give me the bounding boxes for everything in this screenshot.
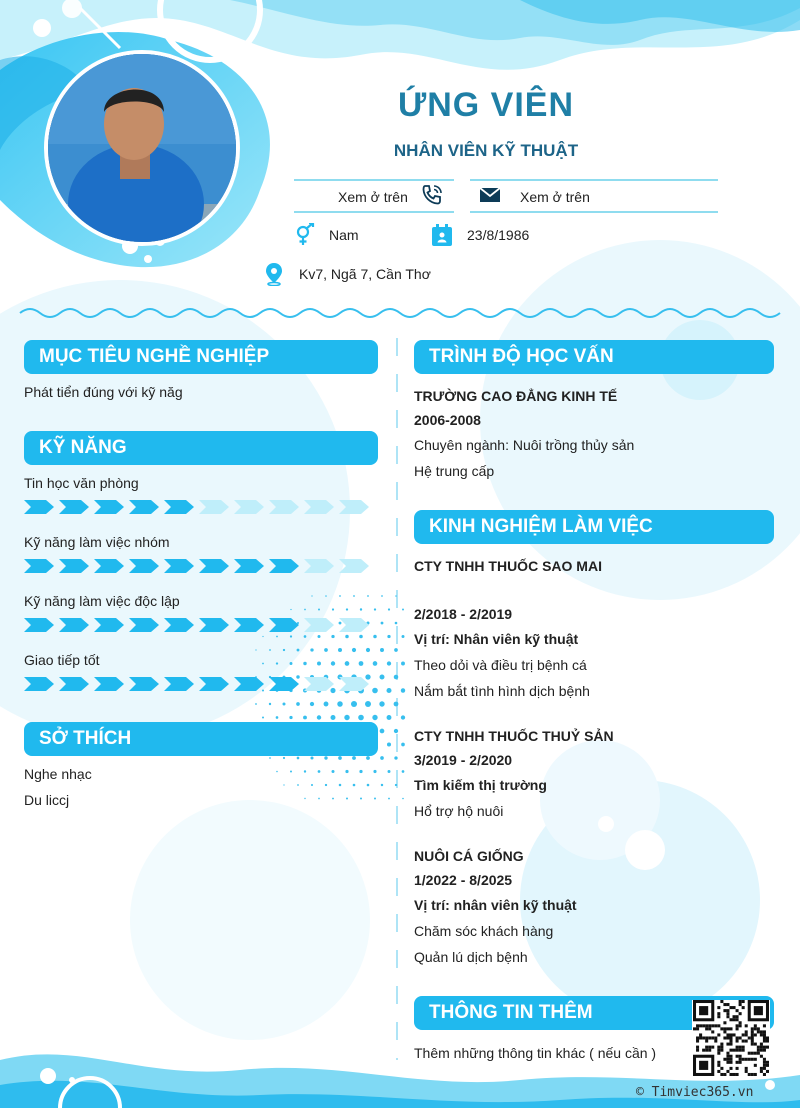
objective-text: Phát tiển đúng với kỹ năg — [24, 384, 183, 400]
skill-rating — [24, 500, 374, 514]
rating-chevron-filled — [59, 500, 89, 514]
rating-chevron-filled — [164, 559, 194, 573]
close-icon — [740, 46, 754, 60]
job-task: Theo dỏi và điều trị bệnh cá — [414, 657, 587, 673]
rating-chevron-empty — [304, 500, 334, 514]
rating-chevron-filled — [234, 677, 264, 691]
rating-chevron-filled — [269, 677, 299, 691]
rating-chevron-filled — [94, 618, 124, 632]
skill-name: Kỹ năng làm việc nhóm — [24, 534, 170, 550]
job-period: 2/2018 - 2/2019 — [414, 606, 513, 622]
section-title: KINH NGHIỆM LÀM VIỆC — [429, 516, 653, 537]
calendar-icon — [430, 222, 454, 248]
rating-chevron-empty — [304, 559, 334, 573]
rating-chevron-filled — [59, 677, 89, 691]
rating-chevron-filled — [199, 559, 229, 573]
rating-chevron-empty — [339, 677, 369, 691]
section-title: MỤC TIÊU NGHỀ NGHIỆP — [39, 346, 270, 367]
education-level: Hệ trung cấp — [414, 463, 495, 479]
phone-value: Xem ở trên — [320, 183, 444, 211]
experience-header — [414, 510, 774, 544]
rating-chevron-empty — [304, 618, 334, 632]
job-period: 1/2022 - 8/2025 — [414, 872, 513, 888]
job-task: Hổ trợ hộ nuôi — [414, 803, 504, 819]
mail-icon — [474, 181, 506, 209]
job-role: Tìm kiếm thị trường — [414, 777, 547, 793]
rating-chevron-filled — [24, 500, 54, 514]
rating-chevron-filled — [24, 559, 54, 573]
job-task: Quản lú dịch bệnh — [414, 949, 528, 965]
hobbies-header — [24, 722, 378, 756]
rating-chevron-filled — [59, 618, 89, 632]
rating-chevron-filled — [164, 677, 194, 691]
candidate-name: ỨNG VIÊN — [397, 86, 574, 124]
education-period: 2006-2008 — [414, 412, 481, 428]
rating-chevron-filled — [129, 559, 159, 573]
hobby-item: Nghe nhạc — [24, 766, 92, 782]
section-title: KỸ NĂNG — [39, 437, 127, 458]
rating-chevron-filled — [24, 618, 54, 632]
skill-rating — [24, 618, 374, 632]
candidate-position: NHÂN VIÊN KỸ THUẬT — [393, 141, 579, 160]
email-field — [470, 179, 718, 213]
job-company: NUÔI CÁ GIỐNG — [414, 848, 524, 864]
rating-chevron-filled — [129, 500, 159, 514]
close-icon — [740, 102, 754, 116]
rating-chevron-filled — [59, 559, 89, 573]
skill-rating — [24, 559, 374, 573]
rating-chevron-filled — [129, 677, 159, 691]
location-icon — [262, 261, 286, 287]
gender-icon — [292, 222, 318, 248]
job-period: 3/2019 - 2/2020 — [414, 752, 513, 768]
section-title: THÔNG TIN THÊM — [429, 1002, 593, 1023]
section-title: TRÌNH ĐỘ HỌC VẤN — [429, 346, 614, 367]
skill-name: Kỹ năng làm việc độc lập — [24, 593, 180, 609]
rating-chevron-empty — [234, 500, 264, 514]
rating-chevron-empty — [304, 677, 334, 691]
rating-chevron-filled — [94, 559, 124, 573]
address-value: Kv7, Ngã 7, Cần Thơ — [299, 266, 431, 282]
rating-chevron-filled — [269, 618, 299, 632]
email-value: Xem ở trên — [510, 183, 718, 211]
rating-chevron-filled — [234, 559, 264, 573]
rating-chevron-filled — [199, 677, 229, 691]
avatar — [44, 50, 240, 246]
close-icon — [740, 74, 754, 88]
rating-chevron-empty — [269, 500, 299, 514]
rating-chevron-filled — [24, 677, 54, 691]
hobby-item: Du liccj — [24, 792, 70, 808]
gender-value: Nam — [329, 227, 359, 243]
job-company: CTY TNHH THUỐC SAO MAI — [414, 558, 602, 574]
job-task: Nắm bắt tình hình dịch bệnh — [414, 683, 590, 699]
rating-chevron-filled — [164, 618, 194, 632]
rating-chevron-empty — [199, 500, 229, 514]
job-role: Vị trí: Nhân viên kỹ thuật — [414, 631, 579, 647]
job-role: Vị trí: nhân viên kỹ thuật — [414, 897, 577, 913]
skills-header — [24, 431, 378, 465]
rating-chevron-filled — [129, 618, 159, 632]
rating-chevron-filled — [94, 677, 124, 691]
skill-name: Giao tiếp tốt — [24, 652, 100, 668]
rating-chevron-filled — [94, 500, 124, 514]
phone-icon — [418, 181, 446, 209]
objective-header — [24, 340, 378, 374]
rating-chevron-filled — [164, 500, 194, 514]
birthday-value: 23/8/1986 — [467, 227, 530, 243]
education-header — [414, 340, 774, 374]
rating-chevron-filled — [199, 618, 229, 632]
job-company: CTY TNHH THUỐC THUỶ SẢN — [414, 728, 614, 744]
rating-chevron-empty — [339, 618, 369, 632]
school-name: TRƯỜNG CAO ĐẲNG KINH TẾ — [414, 388, 618, 404]
extra-info-text: Thêm những thông tin khác ( nếu cần ) — [414, 1045, 657, 1061]
qr-code — [692, 1000, 770, 1076]
copyright-text: © Timviec365.vn — [636, 1085, 754, 1100]
job-task: Chăm sóc khách hàng — [414, 923, 554, 939]
skill-name: Tin học văn phòng — [24, 475, 139, 491]
skill-rating — [24, 677, 374, 691]
section-title: SỞ THÍCH — [39, 728, 132, 749]
education-major: Chuyên ngành: Nuôi trồng thủy sản — [414, 437, 635, 453]
rating-chevron-filled — [269, 559, 299, 573]
rating-chevron-filled — [234, 618, 264, 632]
rating-chevron-empty — [339, 500, 369, 514]
rating-chevron-empty — [339, 559, 369, 573]
